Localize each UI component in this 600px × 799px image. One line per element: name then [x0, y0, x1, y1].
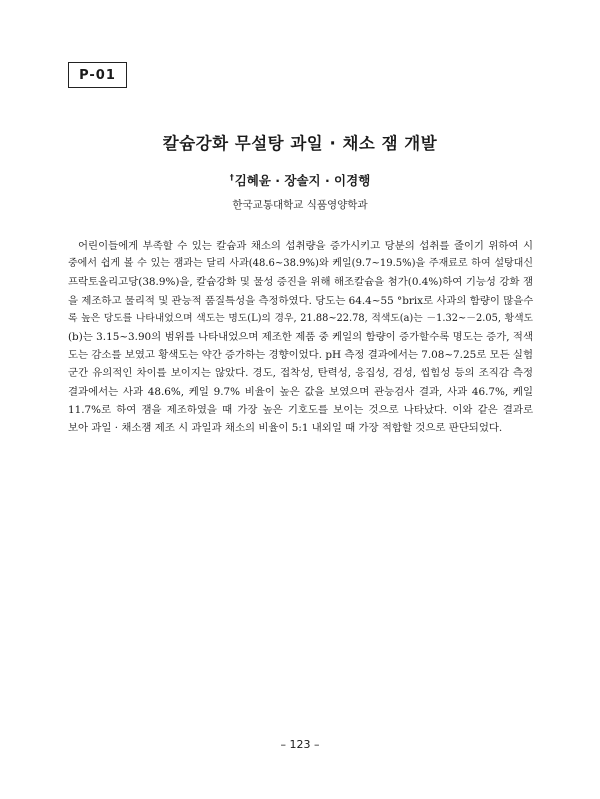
poster-id-label: P-01: [68, 62, 127, 88]
abstract-line: 프락토올리고당(38.9%)을, 칼슘강화 및 물성 증진을 위해 해조칼슘을 첨가(0.4%)하여 기능성 강화 잼: [68, 276, 533, 289]
page-number: – 123 –: [280, 738, 320, 751]
author-names: 김혜윤 · 장솔지 · 이경행: [234, 173, 371, 188]
abstract-line: 결과에서는 사과 48.6%, 케일 9.7% 비율이 높은 값을 보였으며 관능검사 결과, 사과 46.7%, 케일: [68, 385, 533, 398]
abstract-line: 보아 과일 · 채소잼 제조 시 과일과 채소의 비율이 5:1 내외일 때 가장 적합할 것으로 판단되었다.: [68, 422, 503, 435]
abstract: [68, 237, 533, 437]
abstract-line: 록 높은 당도를 나타내었으며 색도는 명도(L)의 경우, 21.88~22.78, 적색도(a)는 －1.32~－2.05, 황색도: [68, 312, 533, 324]
abstract-line: 도는 감소를 보였고 황색도는 약간 증가하는 경향이었다. pH 측정 결과에서는 7.08~7.25로 모든 실험: [68, 349, 533, 362]
abstract-line: 11.7%로 하여 잼을 제조하였을 때 가장 높은 기호도를 보이는 것으로 나타났다. 이와 같은 결과로: [68, 403, 533, 416]
abstract-line: 중에서 쉽게 볼 수 있는 잼과는 달리 사과(48.6~38.9%)와 케일(9.7~19.5%)을 주재료로 하여 설탕대신: [68, 258, 533, 270]
abstract-line: 군간 유의적인 차이를 보이지는 않았다. 경도, 접착성, 탄력성, 응집성, 검성, 씹힘성 등의 조직감 측정: [68, 367, 533, 380]
affiliation: 한국교통대학교 식품영양학과: [232, 199, 368, 211]
paper-title: 칼슘강화 무설탕 과일 · 채소 잼 개발: [162, 134, 438, 153]
author-list: [0, 171, 600, 189]
corresponding-author-mark: †: [229, 172, 234, 182]
abstract-line: 을 제조하고 물리적 및 관능적 품질특성을 측정하였다. 당도는 64.4~55 °brix로 사과의 함량이 많을수: [68, 294, 534, 307]
abstract-line: 어린이들에게 부족할 수 있는 칼슘과 채소의 섭취량을 증가시키고 당분의 섭취를 줄이기 위하여 시: [78, 240, 533, 252]
abstract-line: (b)는 3.15~3.90의 범위를 나타내었으며 제조한 제품 중 케일의 함량이 증가할수록 명도는 증가, 적색: [68, 331, 533, 344]
